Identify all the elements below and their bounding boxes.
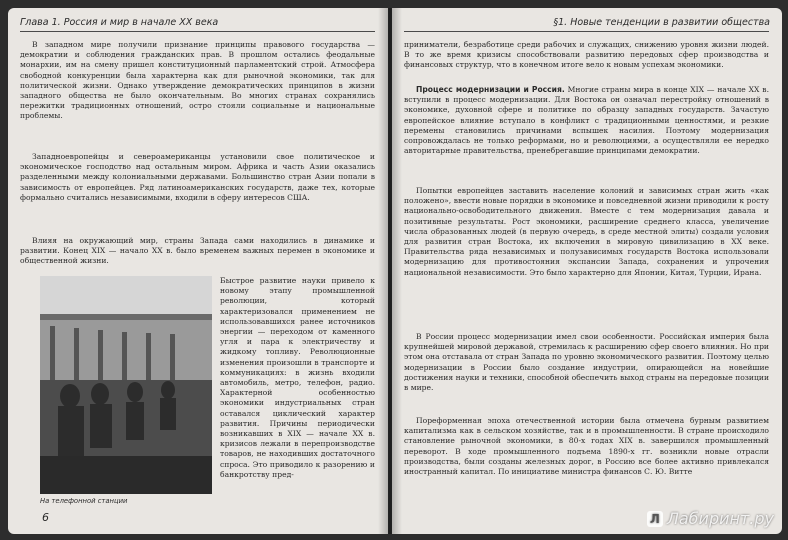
book-gutter [378,8,402,534]
paragraph-3-intro: Влияя на окружающий мир, страны Запада сами находились в динамике и развитии. Конец XIX — начало XX в. было временем важных перемен в экономике и общественной жизни. [20,236,375,266]
paragraph-1: В западном мире получили признание принципы правового государства — демократии и соблюдения гражданских прав. В прошлом остались феодальные монархии, им на смену пришел конституционный парламентский строй. Атмосфера свободной конкуренции была характерна как для рыночной экономики, так для политической жизни. Однако утверждение демократических принципов в жизни западного общества не было окончательным. Во многих странах сохранялись пережитки традиционных отношений, остро стояли социальные и национальные проблемы. [20,40,375,121]
paragraph-3: Попытки европейцев заставить население колоний и зависимых стран жить «как положено», ввести новые порядки в экономике и повседневной жизни приводили к росту национально-освободительного движения. Вместе с тем модернизация давала и позитивные результаты. Рост экономики, расширение среднего класса, увеличение числа образованных людей (в первую очередь, в среде местной элиты) создали условия для развития стран Востока, их включения в мировую цивилизацию в XX веке. Правительства ряда независимых и полузависимых государств Востока использовали модернизацию для противостояния экспансии Запада, сохранения и упрочения национальной независимости. Это было характерно для Японии, Китая, Турции, Ирана. [404,186,769,277]
right-page [392,8,782,534]
running-head-right: §1. Новые тенденции в развитии общества [553,17,770,28]
watermark-text: Лабиринт.ру [666,509,774,528]
watermark [647,509,774,528]
page-number-left: 6 [42,511,49,524]
photo-illustration [40,276,212,494]
left-page [8,8,388,534]
header-rule-right [404,31,769,32]
telephone-exchange-photo [40,276,212,494]
paragraph-continued: приниматели, безработице среди рабочих и служащих, снижению уровня жизни людей. В то же время кризисы способствовали развитию передовых сфер производства и финансовых структур, что в конечном итоге вело к новым успехам экономики. [404,40,769,70]
paragraph-2: Западноевропейцы и североамериканцы установили свое политическое и экономическое господство над остальным миром. Африка и часть Азии оказались разделенными между колониальными державами. Большинство стран Азии попали в зависимость от европейцев. Ряд латиноамериканских государств, даже тех, которые формально считались независимыми, входили в сферу интересов США. [20,152,375,202]
section-heading-modernization: Процесс модернизации и Россия. [416,85,565,94]
paragraph-4: В России процесс модернизации имел свои особенности. Российская империя была крупнейшей мировой державой, стремилась к расширению сфер своего влияния. Но при этом она отставала от стран Запада по уровню экономического развития. Поэтому целью модернизации в России было создание индустрии, опирающейся на новейшие достижения науки и техники, способной обеспечить выход страны на передовые позиции в мире. [404,332,769,393]
paragraph-5: Пореформенная эпоха отечественной истории была отмечена бурным развитием капитализма как в сельском хозяйстве, так и в промышленности. В стране происходило становление рыночной экономики, в 80-х годах XIX в. завершился промышленный переворот. В ходе промышленного подъема 1890-х гг. возникли новые отрасли производства, были созданы железных дорог, в Россию все более активно привлекался иностранный капитал. По инициативе министра финансов С. Ю. Витте [404,416,769,477]
labirint-logo-icon: Л [647,511,663,527]
modernization-text: Многие страны мира в конце XIX — начале XX в. вступили в процесс модернизации. Для Востока он означал перестройку отношений в экономике, духовной сфере и политике по образцу западных государств. Зачастую европейское влияние вступало в конфликт с традиционными ценностями, и резкие перемены становились причинами вспышек насилия. Поэтому модернизация сопровождалась не только реформами, но и революциями, а осуществляли ее нередко авторитарные правительства, пренебрегавшие принципами демократии. [404,85,769,156]
photo-caption: На телефонной станции [40,497,128,505]
paragraph-3-continued: Быстрое развитие науки привело к новому этапу промышленной революции, который характеризовался применением не использовавшихся ранее источников энергии — переходом от каменного угля и пара к электричеству и жидкому топливу. Революционные изменения произошли в транспорте и коммуникациях: в жизнь входили автомобиль, метро, телефон, радио. Характерной особенностью экономики индустриальных стран оставался циклический характер развития. Причины периодически возникавших в XIX — начале XX в. кризисов лежали в перепроизводстве товаров, не находивших достаточного спроса. Это приводило к разорению и банкротству пред- [220,276,375,479]
modernization-paragraph [404,85,769,156]
running-head-left: Глава 1. Россия и мир в начале XX века [20,17,219,28]
